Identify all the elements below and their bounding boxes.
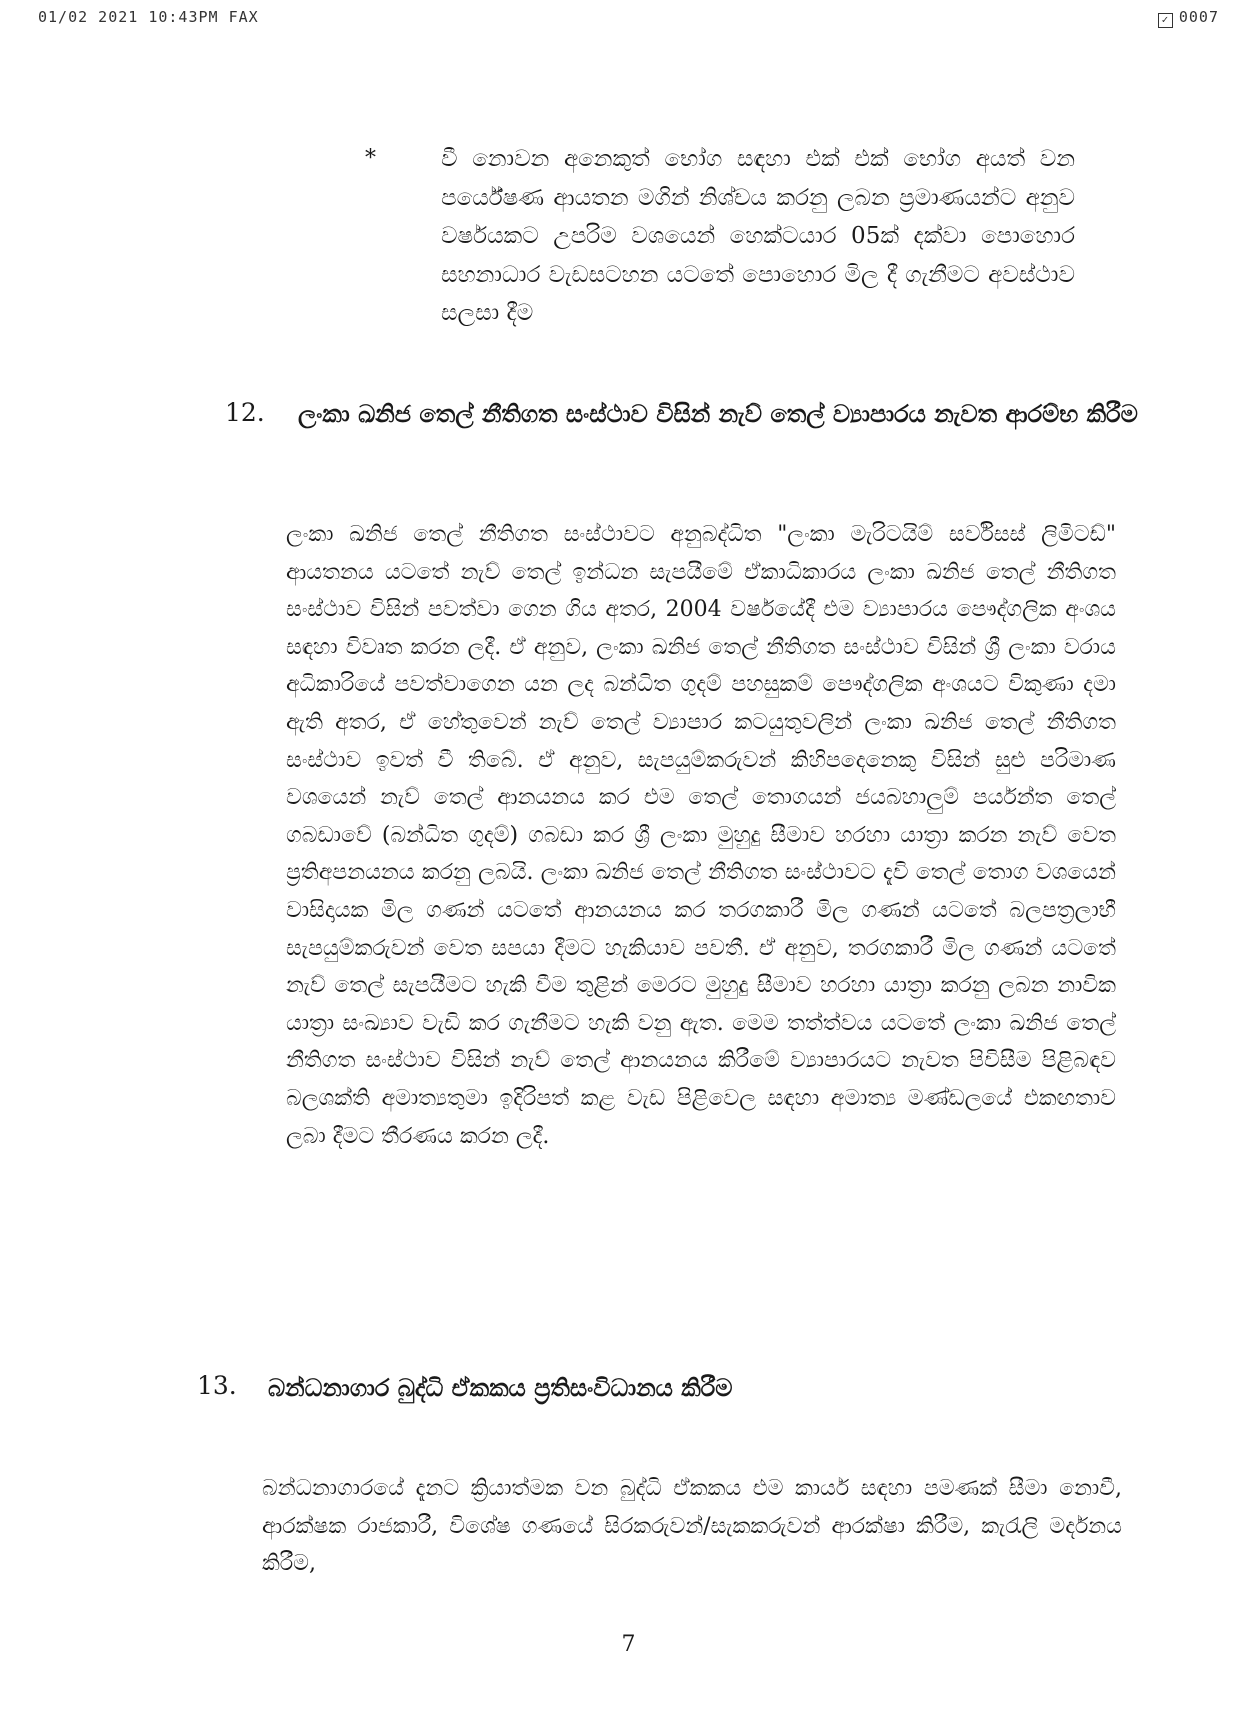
bullet-text: වී නොවන අනෙකුත් භෝග සඳහා එක් එක් භෝග අයත් වන පර්යේෂණ ආයතන මගින් නිශ්චය කරනු ලබන ප්‍රමාණයන්ට අනුව වර්ෂයකට උපරිම වශයෙන් හෙක්ටයාර 05ක් දක්වා පොහොර සහනාධාර වැඩසටහන යටතේ පොහොර මිල දී ගැනීමට අවස්ථාව සලසා දීම [441, 146, 1075, 326]
section-title: බන්ධනාගාර බුද්ධි ඒකකය ප්‍රතිසංවිධානය කිරීම [268, 1374, 733, 1402]
section-body: බන්ධනාගාරයේ දැනට ක්‍රියාත්මක වන බුද්ධි ඒකකය එම කාර්ය සඳහා පමණක් සීමා නොවී, ආරක්ෂක රාජකාරී, විශේෂ ගණයේ සිරකරුවන්/සැකකරුවන් ආරක්ෂා කිරීම, කැරැලි මර්දනය කිරීම, [262, 1476, 1122, 1577]
page-number: 7 [621, 1632, 636, 1657]
section-number: 13. [197, 1371, 237, 1400]
bullet-item [365, 140, 1075, 333]
fax-header [38, 8, 1219, 34]
fax-timestamp: 01/02 2021 10:43PM FAX [38, 8, 259, 26]
fax-page-counter [1158, 8, 1219, 28]
section-number: 12. [225, 398, 265, 427]
section-title: ලංකා ඛනිජ තෙල් නීතිගත සංස්ථාව විසින් නැව් තෙල් ව්‍යාපාරය නැවත ආරම්භ කිරීම [298, 400, 1138, 428]
section-body: ලංකා ඛනිජ තෙල් නීතිගත සංස්ථාවට අනුබද්ධිත "ලංකා මැරිටයිම් සර්විසස් ලිමිටඩ්" ආයතනය යටතේ නැව් තෙල් ඉන්ධන සැපයීමේ ඒකාධිකාරය ලංකා ඛනිජ තෙල් නීතිගත සංස්ථාව විසින් පවත්වා ගෙන ගිය අතර, 2004 වර්ෂයේදී එම ව්‍යාපාරය පෞද්ගලික අංශය සඳහා විවෘත කරන ලදී. ඒ අනුව, ලංකා ඛනිජ තෙල් නීතිගත සංස්ථාව විසින් ශ්‍රී ලංකා වරාය අධිකාරියේ පවත්වාගෙන යන ලද බන්ධිත ගුදම් පහසුකම් පෞද්ගලික අංශයට විකුණා දමා ඇති අතර, ඒ හේතුවෙන් නැව් තෙල් ව්‍යාපාර කටයුතුවලින් ලංකා ඛනිජ තෙල් නීතිගත සංස්ථාව ඉවත් වී තිබේ. ඒ අනුව, සැපයුම්කරුවන් කිහිපදෙනෙකු විසින් සුළු පරිමාණ වශයෙන් නැව් තෙල් ආනයනය කර එම තෙල් තොගයන් ජයබහාලුම් පර්යන්ත තෙල් ගබඩාවේ (බන්ධිත ගුදම්) ගබඩා කර ශ්‍රී ලංකා මුහුදු සීමාව හරහා යාත්‍රා කරන නැව් වෙත ප්‍රතිඅපනයනය කරනු ලබයි. ලංකා ඛනිජ තෙල් නීතිගත සංස්ථාවට දැවි තෙල් තොග වශයෙන් වාසිදායක මිල ගණන් යටතේ ආනයනය කර තරගකාරී මිල ගණන් යටතේ බලපත්‍රලාභී සැපයුම්කරුවන් වෙත සපයා දීමට හැකියාව පවතී. ඒ අනුව, තරගකාරී මිල ගණන් යටතේ නැව් තෙල් සැපයීමට හැකි වීම තුළින් මෙරට මුහුදු සීමාව හරහා යාත්‍රා කරනු ලබන නාවික යාත්‍රා සංඛ්‍යාව වැඩි කර ගැනීමට හැකි වනු ඇත. මෙම තත්ත්වය යටතේ ලංකා ඛනිජ තෙල් නීතිගත සංස්ථාව විසින් නැව් තෙල් ආනයනය කිරීමේ ව්‍යාපාරයට නැවත පිවිසීම පිළිබඳව බලශක්ති අමාත්‍යතුමා ඉදිරිපත් කළ වැඩ පිළිවෙල සඳහා අමාත්‍ය මණ්ඩලයේ එකඟතාව ලබා දීමට තීරණය කරන ලදී. [286, 522, 1116, 1149]
fax-page-code: 0007 [1178, 8, 1219, 26]
asterisk-bullet-icon: * [365, 146, 376, 171]
checkbox-icon: ✓ [1158, 13, 1173, 28]
